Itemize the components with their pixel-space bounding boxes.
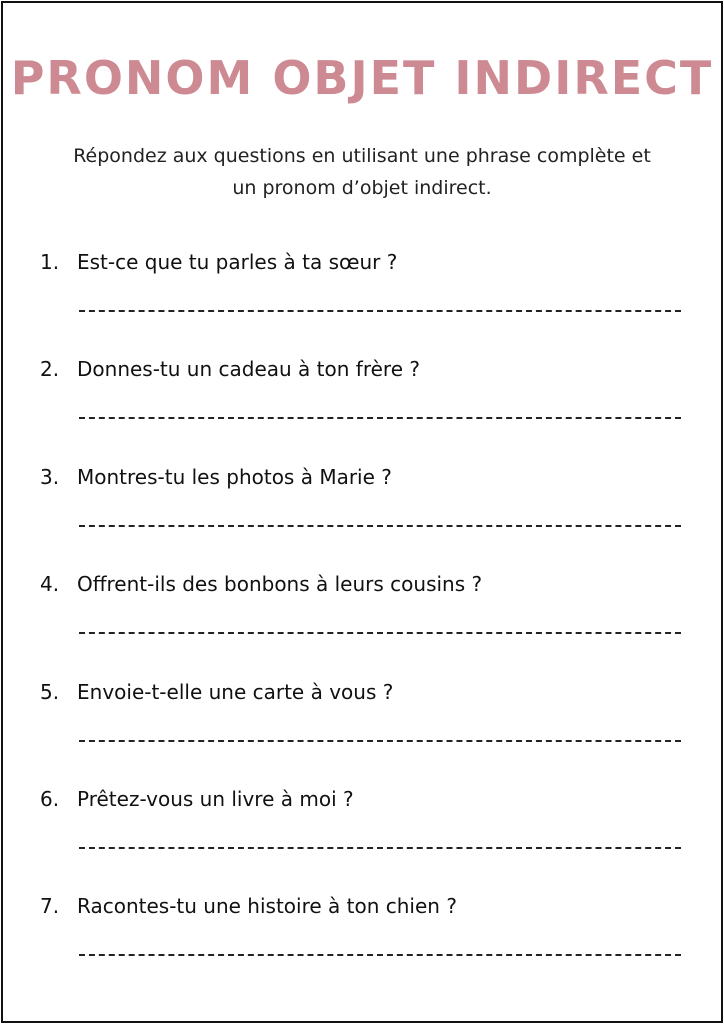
answer-line[interactable] <box>79 417 681 419</box>
question-number: 7. <box>40 894 60 918</box>
question-number: 4. <box>40 572 60 596</box>
question-item <box>3 891 721 991</box>
instructions-line-1: Répondez aux questions en utilisant une phrase complète et <box>73 145 651 167</box>
question-text: Racontes-tu une histoire à ton chien ? <box>77 894 457 918</box>
question-text: Est-ce que tu parles à ta sœur ? <box>77 250 398 274</box>
question-item <box>3 677 721 777</box>
worksheet-page <box>1 1 723 1023</box>
answer-line[interactable] <box>79 525 681 527</box>
question-text: Donnes-tu un cadeau à ton frère ? <box>77 357 420 381</box>
question-text: Envoie-t-elle une carte à vous ? <box>77 680 394 704</box>
answer-line[interactable] <box>79 310 681 312</box>
worksheet-title: PRONOM OBJET INDIRECT <box>10 51 714 105</box>
question-number: 6. <box>40 787 60 811</box>
answer-line[interactable] <box>79 740 681 742</box>
question-item <box>3 247 721 347</box>
answer-line[interactable] <box>79 847 681 849</box>
question-item <box>3 784 721 884</box>
instructions-line-2: un pronom d’objet indirect. <box>232 177 492 199</box>
question-number: 3. <box>40 465 60 489</box>
question-item <box>3 462 721 562</box>
instructions <box>33 140 691 204</box>
question-item <box>3 569 721 669</box>
question-number: 5. <box>40 680 60 704</box>
answer-line[interactable] <box>79 632 681 634</box>
question-number: 1. <box>40 250 60 274</box>
answer-line[interactable] <box>79 954 681 956</box>
question-item <box>3 354 721 454</box>
question-text: Prêtez-vous un livre à moi ? <box>77 787 354 811</box>
question-number: 2. <box>40 357 60 381</box>
question-text: Offrent-ils des bonbons à leurs cousins ? <box>77 572 483 596</box>
question-text: Montres-tu les photos à Marie ? <box>77 465 392 489</box>
